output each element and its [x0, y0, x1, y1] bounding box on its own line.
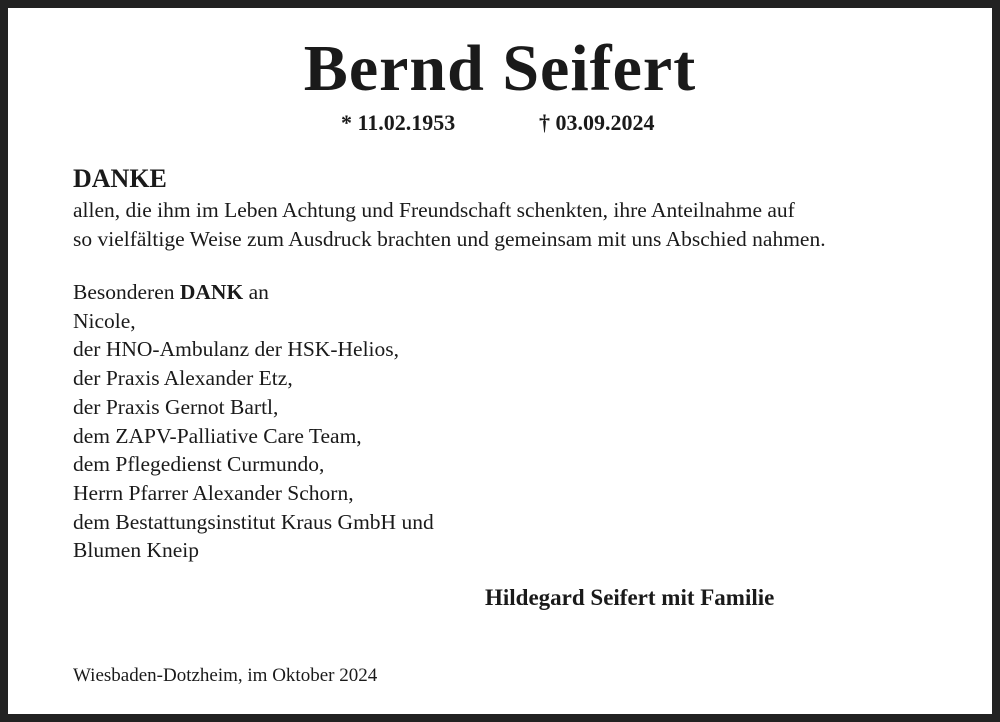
special-thanks-list — [73, 278, 434, 565]
special-thanks-intro — [73, 278, 434, 307]
list-item: Blumen Kneip — [73, 538, 199, 563]
birth-date: * 11.02.1953 — [341, 110, 456, 135]
list-item: der Praxis Alexander Etz, — [73, 366, 293, 391]
signature: Hildegard Seifert mit Familie — [485, 585, 775, 610]
list-item: der Praxis Gernot Bartl, — [73, 394, 279, 419]
list-item: Herrn Pfarrer Alexander Schorn, — [73, 480, 354, 505]
special-thanks-prefix: Besonderen — [73, 280, 180, 304]
thanks-paragraph — [73, 196, 826, 254]
list-item: dem ZAPV-Palliative Care Team, — [73, 423, 362, 448]
special-thanks-bold: DANK — [179, 280, 244, 304]
list-item: dem Pflegedienst Curmundo, — [73, 452, 325, 477]
death-date: † 03.09.2024 — [539, 110, 655, 135]
place-and-date: Wiesbaden-Dotzheim, im Oktober 2024 — [73, 665, 378, 686]
thanks-heading: DANKE — [73, 164, 167, 193]
special-thanks-suffix: an — [243, 280, 269, 304]
list-item: dem Bestattungsinstitut Kraus GmbH und — [73, 509, 434, 534]
deceased-name: Bernd Seifert — [303, 32, 697, 105]
list-item: der HNO-Ambulanz der HSK-Helios, — [73, 337, 400, 362]
thanks-line: so vielfältige Weise zum Ausdruck brachten und gemeinsam mit uns Abschied nahmen. — [73, 227, 826, 251]
list-item: Nicole, — [73, 308, 136, 333]
thanks-line: allen, die ihm im Leben Achtung und Freundschaft schenkten, ihre Anteilnahme auf — [73, 198, 795, 222]
